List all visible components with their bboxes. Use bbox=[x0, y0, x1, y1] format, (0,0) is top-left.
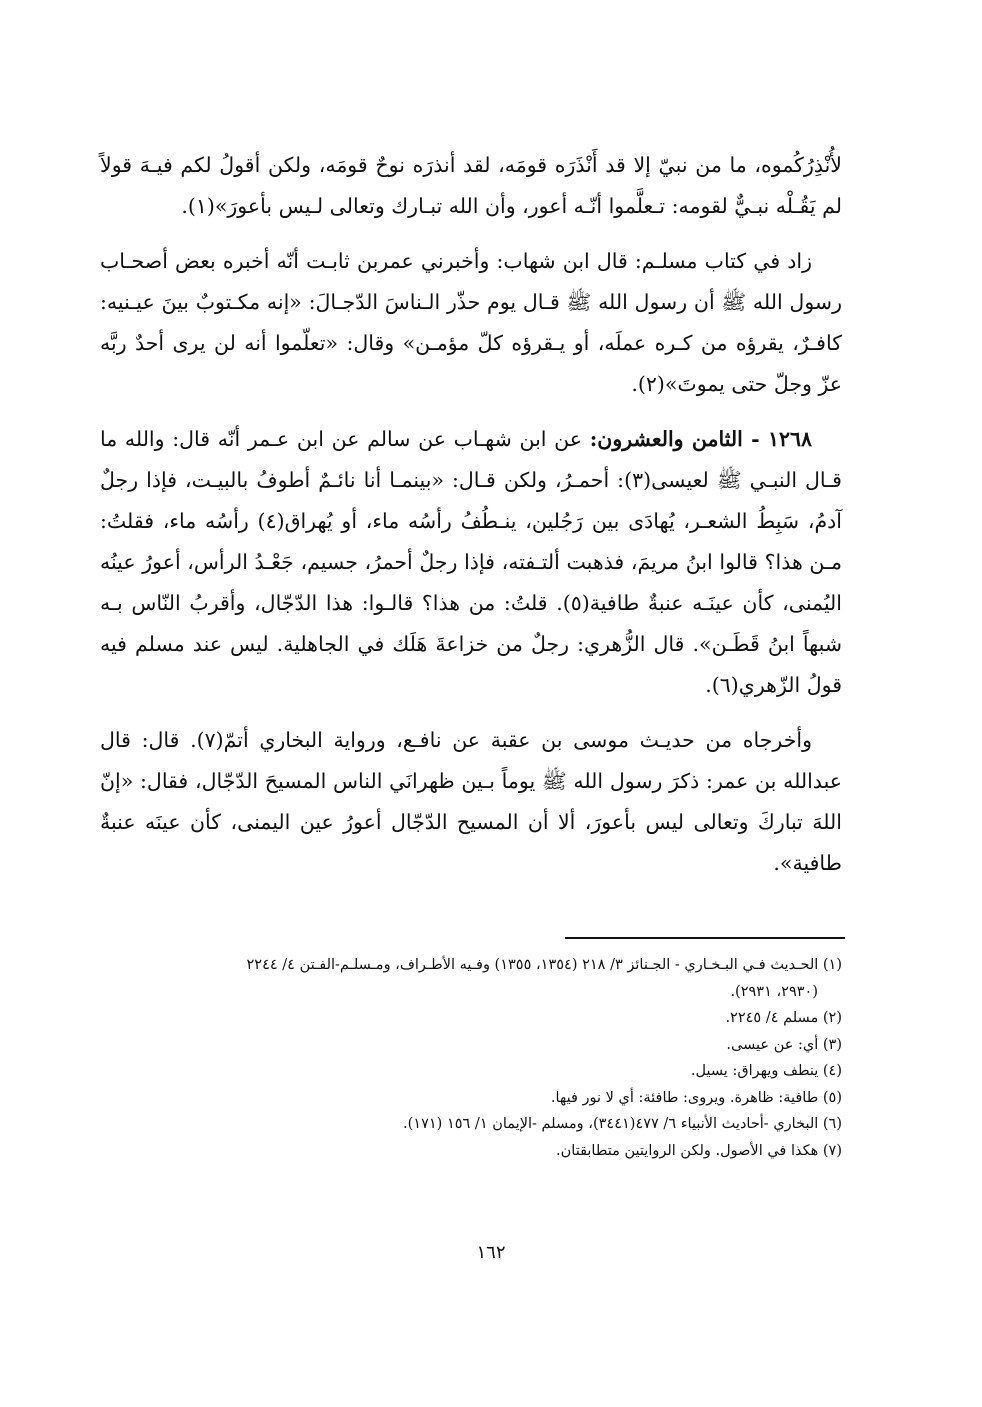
paragraph-2: زاد في كتاب مسلـم: قال ابن شهاب: وأخبرني عمربن ثابـت أنّه أخبره بعض أصحـاب رسول الله ﷺ أن رسول الله ﷺ قـال يوم حذّر الـناسَ الدّجـالَ: «إنه مكـتوبٌ بينَ عيـنيه: كافـرٌ، يقرؤه من كـره عملَه، أو يـقرؤه كلّ مؤمـن» وقال: «تعلّموا أنه لن يرى أحدٌ ربَّه عزّ وجلّ حتى يموتَ»(٢). bbox=[100, 249, 842, 396]
footnote-1-continuation: (٢٩٣٠، ٢٩٣١). bbox=[730, 983, 818, 1000]
paragraph-3-text: عن ابن شهـاب عن سالم عن ابن عـمر أنّه قال: والله ما قـال النبـي ﷺ لعيسى(٣): أحمـرُ، ولكن قـال: «بينمـا أنا نائـمٌ أطوفُ بالبيـت، فإذا رجلٌ آدمُ، سَبِطُ الشعـر، يُهادَى بين رَجُلين، ينـطُفُ رأسُه ماء، أو يُهراق(٤) رأسُه ماء، فقلتُ: مـن هذا؟ قالوا ابنُ مريمَ، فذهبت ألتـفته، فإذا رجلٌ أحمرُ، جسيم، جَعْـدُ الرأس، أعورُ عينُه اليُمنى، كأن عينَـه عنبةٌ طافية(٥). قلتُ: من هذا؟ قالـوا: هذا الدّجّال، وأقربُ النّاس بـه شبهاً ابنُ قَطَـن». قال الزُّهري: رجلٌ من خزاعةَ هَلَك في الجاهلية. ليس عند مسلم فيه قولُ الزّهري(٦). bbox=[100, 427, 842, 697]
footnote-4: (٤) ينطف ويهراق: يسيل. bbox=[690, 1063, 842, 1079]
footnote-7: (٧) هكذا في الأصول. ولكن الروايتين متطابقتان. bbox=[556, 1142, 842, 1159]
footnote-5: (٥) طافية: ظاهرة. ويروى: طافئة: أي لا نور فيها. bbox=[550, 1089, 842, 1106]
footnote-3: (٣) أي: عن عيسى. bbox=[726, 1036, 842, 1053]
paragraph-4: وأخرجاه من حديـث موسى بن عقبة عن نافـع، ورواية البخاري أتمّ(٧). قال: قال عبدالله بن عمر: ذكرَ رسول الله ﷺ يوماً بـين ظهرانَي الناس المسيحَ الدّجّال، فقال: «إنّ اللهَ تباركَ وتعالى ليس بأعورَ، ألا أن المسيح الدّجّال أعورُ عين اليمنى، كأن عينَه عنبةٌ طافية». bbox=[100, 728, 842, 875]
page-body bbox=[100, 145, 842, 898]
footnote-separator bbox=[565, 937, 845, 939]
footnote-6: (٦) البخاري -أحاديث الأنبياء ٦/ ٤٧٧(٣٤٤١)، ومسلم -الإيمان ١/ ١٥٦ (١٧١). bbox=[403, 1116, 842, 1132]
footnotes bbox=[100, 952, 842, 1164]
footnote-2: (٢) مسلم ٤/ ٢٢٤٥. bbox=[725, 1010, 842, 1026]
page-number: ١٦٢ bbox=[476, 1242, 506, 1263]
hadith-heading: ١٢٦٨ - الثامن والعشرون: bbox=[589, 427, 812, 451]
paragraph-1: لأُنْذِرُكُموه، ما من نبيّ إلا قد أَنْذَرَه قومَه، لقد أنذرَه نوحٌ قومَه، ولكن أقولُ لكم فيـهَ قولاً لم يَقُـلْه نبـيٌّ لقومه: تـعلَّموا أنّـه أعور، وأن الله تبـارك وتعالى لـيس بأعورَ»(١). bbox=[100, 153, 842, 218]
paragraph-3 bbox=[100, 419, 842, 706]
footnote-1: (١) الحـديث فـي البـخـاري - الجـنائز ٣/ ٢١٨ (١٣٥٤، ١٣٥٥) وفـيه الأطـراف، ومـسلـم-الفـتن ٤/ ٢٢٤٤ bbox=[246, 957, 842, 973]
